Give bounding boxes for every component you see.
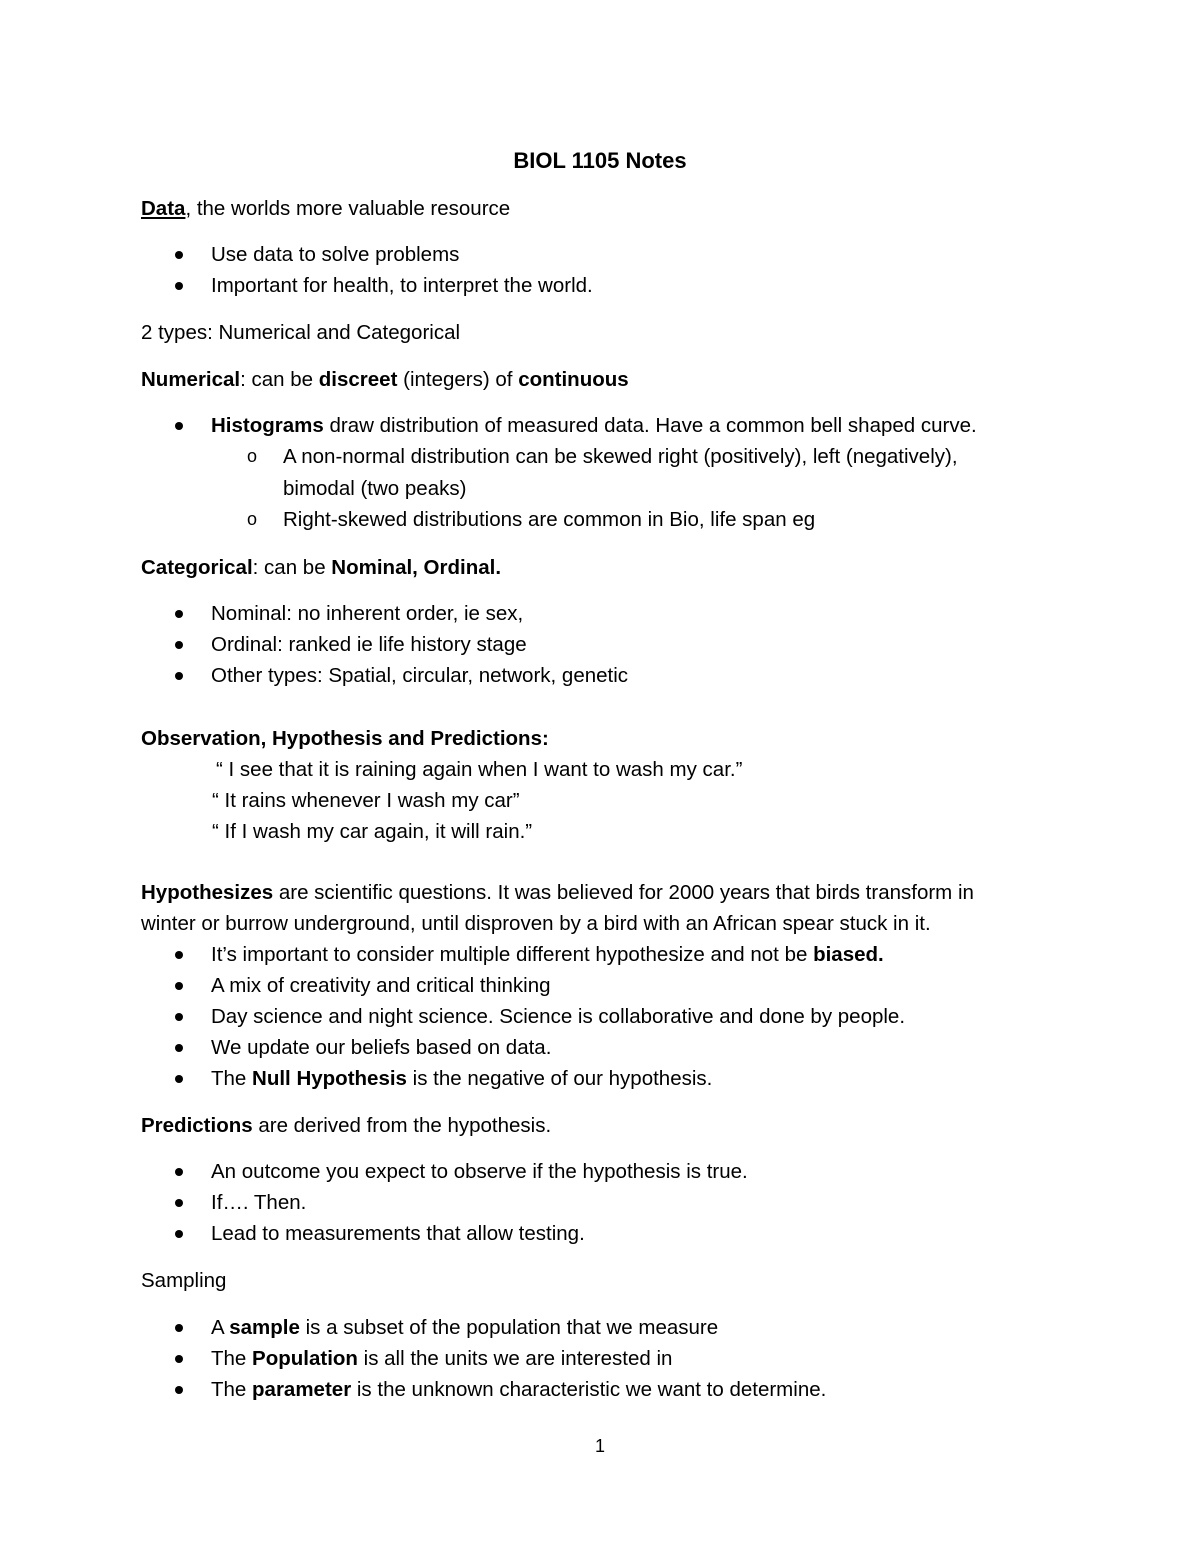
observation-heading: Observation, Hypothesis and Predictions: — [141, 727, 549, 750]
bullet-dot — [175, 672, 183, 680]
numerical-heading — [141, 364, 629, 395]
bullet-dot — [175, 1168, 183, 1176]
hypothesizes-line-2: winter or burrow underground, until disproven by a bird with an African spear stuck in it. — [141, 912, 931, 935]
sample-term: sample — [229, 1316, 300, 1339]
bullet-dot — [175, 282, 183, 290]
prediction-bullet-1: An outcome you expect to observe if the hypothesis is true. — [211, 1160, 748, 1183]
population-term: Population — [252, 1347, 358, 1370]
prediction-bullet-2: If…. Then. — [211, 1191, 307, 1214]
bullet-dot — [175, 1013, 183, 1021]
bullet-dot — [175, 251, 183, 259]
data-heading-rest: , the worlds more valuable resource — [185, 197, 511, 220]
hypothesizes-line-1 — [141, 877, 974, 908]
histogram-sub-1-line-2: bimodal (two peaks) — [283, 477, 467, 500]
data-heading — [141, 193, 510, 224]
page-title: BIOL 1105 Notes — [513, 148, 687, 173]
predictions-term: Predictions — [141, 1114, 253, 1137]
sampling-text: is a subset of the population that we measure — [299, 1316, 719, 1339]
categorical-bullet-1: Nominal: no inherent order, ie sex, — [211, 602, 524, 625]
bullet-dot — [175, 1230, 183, 1238]
bullet-dot — [175, 951, 183, 959]
quote-prediction: “ If I wash my car again, it will rain.” — [212, 820, 533, 843]
sub-bullet-marker: o — [247, 446, 258, 466]
bullet-dot — [175, 1355, 183, 1363]
histogram-text: draw distribution of measured data. Have a common bell shaped curve. — [323, 414, 977, 437]
histogram-sub-1-line-1: A non-normal distribution can be skewed right (positively), left (negatively), — [283, 445, 958, 468]
categorical-heading — [141, 552, 501, 583]
quote-observation: “ I see that it is raining again when I want to wash my car.” — [216, 758, 743, 781]
hypothesis-bullet-text: The — [211, 1067, 253, 1090]
bullet-dot — [175, 641, 183, 649]
sub-bullet-marker: o — [247, 509, 258, 529]
sampling-heading: Sampling — [141, 1269, 227, 1292]
sampling-bullet-1 — [211, 1312, 718, 1343]
null-hypothesis-term: Null Hypothesis — [252, 1067, 407, 1090]
sampling-text: is the unknown characteristic we want to determine. — [351, 1378, 827, 1401]
biased-term: biased. — [813, 943, 884, 966]
categorical-term: Categorical — [141, 556, 253, 579]
numerical-text: (integers) of — [397, 368, 519, 391]
page-number: 1 — [594, 1436, 605, 1456]
sampling-bullet-2 — [211, 1343, 672, 1374]
predictions-text: are derived from the hypothesis. — [252, 1114, 552, 1137]
bullet-dot — [175, 1075, 183, 1083]
types-line: 2 types: Numerical and Categorical — [141, 321, 461, 344]
histograms-term: Histograms — [211, 414, 324, 437]
bullet-dot — [175, 422, 183, 430]
bullet-dot — [175, 1386, 183, 1394]
hypothesis-bullet-text: is the negative of our hypothesis. — [406, 1067, 713, 1090]
histogram-sub-2: Right-skewed distributions are common in Bio, life span eg — [283, 508, 816, 531]
categorical-bullet-2: Ordinal: ranked ie life history stage — [211, 633, 527, 656]
sampling-text: The — [211, 1378, 253, 1401]
discreet-term: discreet — [318, 368, 398, 391]
data-term: Data — [141, 197, 186, 220]
hypothesis-bullet-1 — [211, 939, 884, 970]
parameter-term: parameter — [252, 1378, 352, 1401]
sampling-text: A — [211, 1316, 230, 1339]
data-bullet-2: Important for health, to interpret the world. — [211, 274, 593, 297]
hypothesizes-term: Hypothesizes — [141, 881, 274, 904]
hypothesis-bullet-4: We update our beliefs based on data. — [211, 1036, 552, 1059]
sampling-bullet-3 — [211, 1374, 826, 1405]
numerical-text: : can be — [240, 368, 319, 391]
hypothesizes-text: are scientific questions. It was believed for 2000 years that birds transform in — [273, 881, 974, 904]
sampling-text: is all the units we are interested in — [357, 1347, 673, 1370]
histogram-bullet — [211, 410, 977, 441]
numerical-term: Numerical — [141, 368, 241, 391]
categorical-text: : can be — [252, 556, 332, 579]
hypothesis-bullet-3: Day science and night science. Science is collaborative and done by people. — [211, 1005, 906, 1028]
bullet-dot — [175, 1199, 183, 1207]
sampling-text: The — [211, 1347, 253, 1370]
nominal-ordinal-term: Nominal, Ordinal. — [331, 556, 502, 579]
quote-hypothesis: “ It rains whenever I wash my car” — [212, 789, 520, 812]
bullet-dot — [175, 610, 183, 618]
predictions-heading — [141, 1110, 551, 1141]
hypothesis-bullet-5 — [211, 1063, 712, 1094]
data-bullet-1: Use data to solve problems — [211, 243, 460, 266]
bullet-dot — [175, 1324, 183, 1332]
continuous-term: continuous — [518, 368, 629, 391]
categorical-bullet-3: Other types: Spatial, circular, network, genetic — [211, 664, 629, 687]
prediction-bullet-3: Lead to measurements that allow testing. — [211, 1222, 585, 1245]
bullet-dot — [175, 1044, 183, 1052]
hypothesis-bullet-text: It’s important to consider multiple different hypothesize and not be — [211, 943, 814, 966]
bullet-dot — [175, 982, 183, 990]
hypothesis-bullet-2: A mix of creativity and critical thinking — [211, 974, 551, 997]
